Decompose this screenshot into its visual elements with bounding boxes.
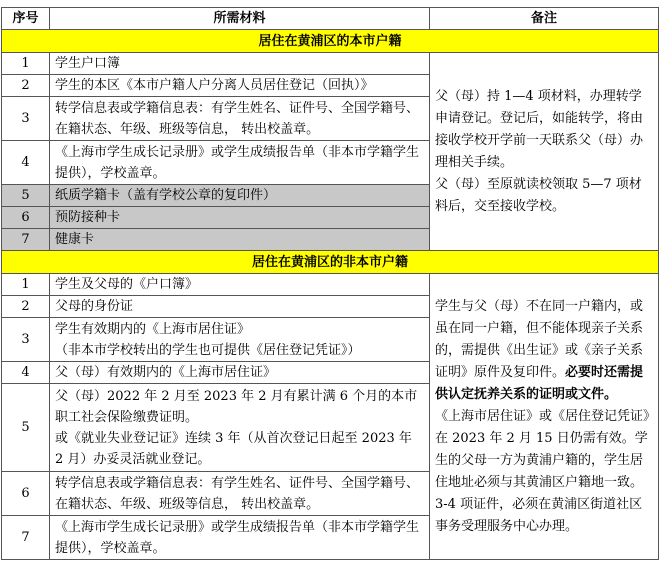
header-materials: 所需材料	[50, 8, 430, 30]
table-header-row	[2, 8, 659, 30]
header-number: 序号	[2, 8, 50, 30]
row-number: 4	[2, 362, 50, 384]
row-material: 健康卡	[50, 229, 430, 251]
row-material: 转学信息表或学籍信息表：有学生姓名、证件号、全国学籍号、在籍状态、年级、班级等信息， 转出校盖章。	[50, 97, 430, 141]
table-row	[2, 53, 659, 75]
row-number: 2	[2, 296, 50, 318]
section-nonlocal-household	[2, 251, 659, 274]
section-title: 居住在黄浦区的非本市户籍	[2, 251, 659, 274]
row-material: 学生的本区《本市户籍人户分离人员居住登记（回执）》	[50, 75, 430, 97]
row-material: 《上海市学生成长记录册》或学生成绩报告单（非本市学籍学生提供），学校盖章。	[50, 141, 430, 185]
row-number: 3	[2, 318, 50, 362]
row-material: 父（母）有效期内的《上海市居住证》	[50, 362, 430, 384]
row-number: 6	[2, 207, 50, 229]
row-number: 5	[2, 384, 50, 472]
row-material	[50, 318, 430, 362]
section-local-household	[2, 30, 659, 53]
row-material: 转学信息表或学籍信息表：有学生姓名、证件号、全国学籍号、在籍状态、年级、班级等信息， 转出校盖章。	[50, 472, 430, 516]
material-line: 学生有效期内的《上海市居住证》	[55, 321, 251, 337]
row-number: 2	[2, 75, 50, 97]
note-paragraph: 父（母）持 1—4 项材料，办理转学申请登记。登记后，如能转学，将由接收学校开学前一天联系父（母）办理相关手续。	[435, 88, 644, 170]
row-material: 父母的身份证	[50, 296, 430, 318]
row-number: 1	[2, 274, 50, 296]
row-number: 1	[2, 53, 50, 75]
row-number: 3	[2, 97, 50, 141]
note-paragraph	[435, 296, 653, 406]
row-material: 纸质学籍卡（盖有学校公章的复印件）	[50, 185, 430, 207]
row-material: 预防接种卡	[50, 207, 430, 229]
materials-table	[1, 7, 659, 560]
row-material: 《上海市学生成长记录册》或学生成绩报告单（非本市学籍学生提供），学校盖章。	[50, 516, 430, 560]
table-row	[2, 274, 659, 296]
material-line: （非本市学校转出的学生也可提供《居住登记凭证》）	[55, 342, 361, 358]
row-number: 6	[2, 472, 50, 516]
section1-note	[430, 53, 659, 251]
note-text-bold: 必要时还需提供认定抚养关系的证明或文件。	[435, 364, 644, 402]
row-material: 学生户口簿	[50, 53, 430, 75]
row-number: 7	[2, 229, 50, 251]
section-title: 居住在黄浦区的本市户籍	[2, 30, 659, 53]
row-number: 5	[2, 185, 50, 207]
material-line: 父（母）2022 年 2 月至 2023 年 2 月有累计满 6 个月的本市职工社会保险缴费证明。	[55, 388, 418, 425]
note-paragraph: 3-4 项证件，必须在黄浦区街道社区事务受理服务中心办理。	[435, 496, 643, 534]
header-notes: 备注	[430, 8, 659, 30]
row-material	[50, 384, 430, 472]
material-line: 或《就业失业登记证》连续 3 年（从首次登记日起至 2023 年 2 月）办妥灵活就业登记。	[55, 430, 412, 467]
row-number: 7	[2, 516, 50, 560]
row-number: 4	[2, 141, 50, 185]
note-text: 学生与父（母）不在同一户籍内，或虽在同一户籍，但不能体现亲子关系的，需提供《出生证》或《亲子关系证明》原件及复印件。	[435, 298, 644, 380]
row-material: 学生及父母的《户口簿》	[50, 274, 430, 296]
note-paragraph: 父（母）至原就读校领取 5—7 项材料后，交至接收学校。	[435, 176, 642, 214]
section2-note	[430, 274, 659, 560]
note-paragraph: 《上海市居住证》或《居住登记凭证》在 2023 年 2 月 15 日仍需有效。学生的父母一方为黄浦户籍的，学生居住地址必须与其黄浦区户籍地一致。	[435, 408, 650, 490]
